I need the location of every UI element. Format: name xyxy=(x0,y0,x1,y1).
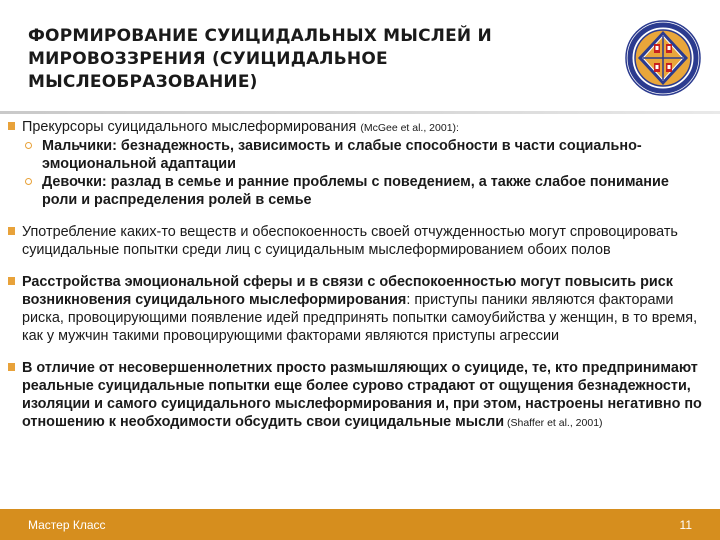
bullet-attempters xyxy=(8,359,708,432)
sub-bullet-boys xyxy=(8,137,708,173)
bullet-3-bold: Расстройства эмоциональной сферы и в связи с обеспокоенностью могут повысить риск возникновения суицидального мыслеформирования xyxy=(22,274,673,308)
footer-bar xyxy=(0,509,720,540)
bullet-emotional-disorders xyxy=(8,273,708,345)
bullet-precursors xyxy=(8,118,708,137)
page-number: 11 xyxy=(679,518,692,532)
bullet-square-icon xyxy=(8,363,15,371)
sub-bullet-1-text: Мальчики: безнадежность, зависимость и слабые способности в части социально-эмоциональной адаптации xyxy=(42,138,642,172)
title-line-3: МЫСЛЕОБРАЗОВАНИЕ) xyxy=(28,72,258,92)
slide-title xyxy=(28,25,588,94)
title-line-2: МИРОВОЗЗРЕНИЯ (СУИЦИДАЛЬНОЕ xyxy=(28,49,388,69)
bullet-4-bold: В отличие от несовершеннолетних просто размышляющих о суициде, те, кто предпринимают реальные суицидальные попытки еще более сурово страдают от ощущения безнадежности, изоляции и самого суицидального мыслеформирования и, при этом, настроены негативно по отношению к необходимости обсудить свои суицидальные мысли xyxy=(22,360,702,430)
bullet-1-source: (McGee et al., 2001): xyxy=(360,122,459,134)
bullet-1-text: Прекурсоры суицидального мыслеформирования xyxy=(22,119,361,135)
ring-bullet-icon xyxy=(25,142,32,149)
bullet-substances xyxy=(8,223,708,259)
bullet-square-icon xyxy=(8,277,15,285)
footer-label: Мастер Класс xyxy=(28,518,106,532)
bullet-square-icon xyxy=(8,122,15,130)
sub-bullet-girls xyxy=(8,173,708,209)
ring-bullet-icon xyxy=(25,178,32,185)
bullet-4-source: (Shaffer et al., 2001) xyxy=(504,417,603,429)
sub-bullet-2-text: Девочки: разлад в семье и ранние проблемы с поведением, а также слабое понимание роли и распределения ролей в семье xyxy=(42,174,669,208)
title-line-1: ФОРМИРОВАНИЕ СУИЦИДАЛЬНЫХ МЫСЛЕЙ И xyxy=(28,26,492,46)
bullet-3-text: : приступы паники являются факторами риска, провоцирующими появление идей предпринять попытки самоубийства у женщин, в то время, как у мужчин такими провоцирующими факторами являются приступы агрессии xyxy=(22,292,698,344)
content-area xyxy=(8,118,708,432)
bullet-square-icon xyxy=(8,227,15,235)
bullet-2-text: Употребление каких-то веществ и обеспокоенность своей отчужденностью могут спровоцировать суицидальные попытки среди лиц с суицидальным мыслеформированием обоих полов xyxy=(22,224,678,258)
title-divider xyxy=(0,111,720,114)
emblem-logo-icon xyxy=(625,20,701,96)
